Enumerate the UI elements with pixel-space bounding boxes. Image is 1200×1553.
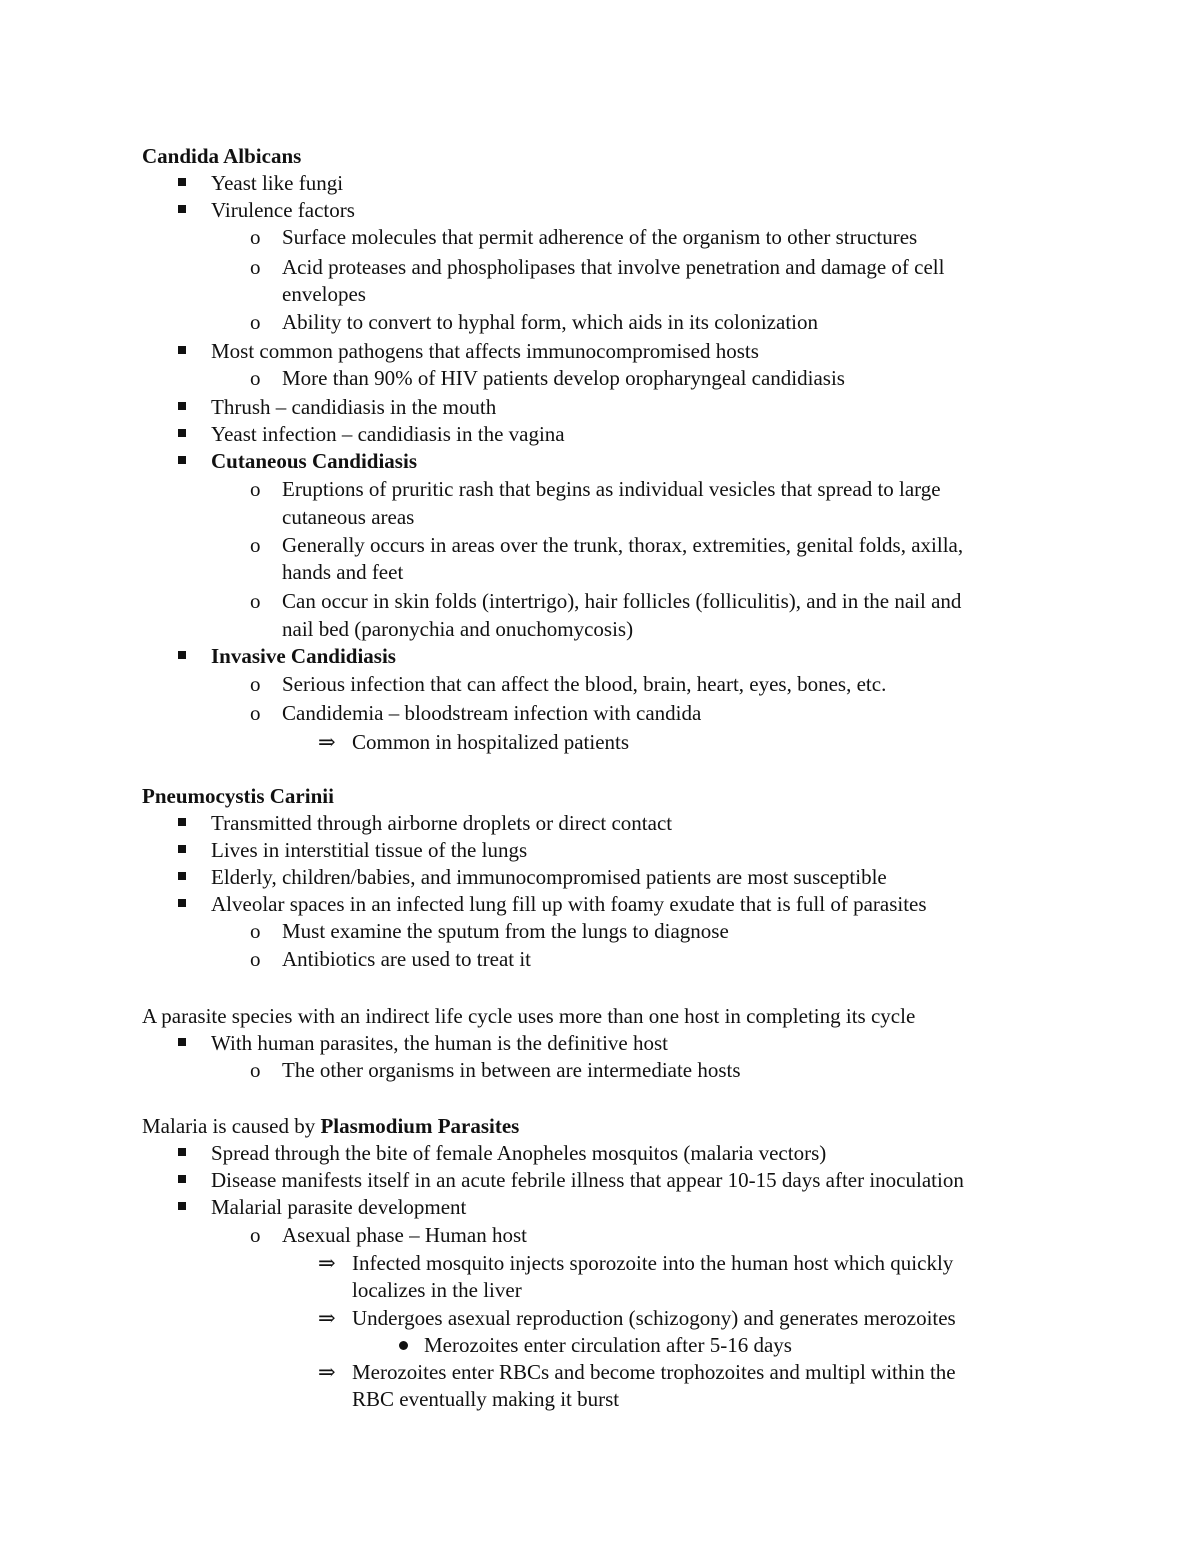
square-bullet-icon — [178, 456, 186, 464]
pneumocystis-heading: Pneumocystis Carinii — [142, 784, 334, 808]
square-bullet-icon — [178, 205, 186, 213]
malaria-intro-text: Malaria is caused by — [142, 1114, 321, 1138]
list-item-continuation: nail bed (paronychia and onuchomycosis) — [282, 617, 634, 641]
circle-bullet-icon: o — [250, 589, 261, 613]
list-item: Yeast infection – candidiasis in the vagina — [211, 422, 565, 446]
square-bullet-icon — [178, 402, 186, 410]
arrow-bullet-icon: ⇒ — [318, 1251, 336, 1275]
list-item: Lives in interstitial tissue of the lungs — [211, 838, 528, 862]
square-bullet-icon — [178, 1175, 186, 1183]
malaria-intro — [142, 1113, 519, 1140]
circle-bullet-icon: o — [250, 310, 261, 334]
list-item: Virulence factors — [211, 198, 355, 222]
list-item: Undergoes asexual reproduction (schizogony) and generates merozoites — [352, 1306, 956, 1330]
square-bullet-icon — [178, 872, 186, 880]
square-bullet-icon — [178, 651, 186, 659]
list-item-continuation: localizes in the liver — [352, 1278, 522, 1302]
square-bullet-icon — [178, 1038, 186, 1046]
list-item: Surface molecules that permit adherence of the organism to other structures — [282, 225, 918, 249]
list-item: Merozoites enter circulation after 5-16 days — [424, 1333, 792, 1357]
square-bullet-icon — [178, 818, 186, 826]
list-item: Most common pathogens that affects immunocompromised hosts — [211, 339, 759, 363]
list-item: Invasive Candidiasis — [211, 644, 396, 668]
list-item-continuation: cutaneous areas — [282, 505, 415, 529]
list-item: More than 90% of HIV patients develop oropharyngeal candidiasis — [282, 366, 845, 390]
list-item: Disease manifests itself in an acute febrile illness that appear 10-15 days after inoculation — [211, 1168, 964, 1192]
circle-bullet-icon: o — [250, 1058, 261, 1082]
circle-bullet-icon: o — [250, 701, 261, 725]
round-bullet-icon — [399, 1341, 408, 1350]
life-cycle-intro: A parasite species with an indirect life cycle uses more than one host in completing its cycle — [142, 1004, 916, 1028]
list-item: Common in hospitalized patients — [352, 730, 630, 754]
list-item: Acid proteases and phospholipases that involve penetration and damage of cell — [282, 255, 945, 279]
square-bullet-icon — [178, 899, 186, 907]
circle-bullet-icon: o — [250, 225, 261, 249]
list-item: Merozoites enter RBCs and become trophozoites and multipl within the — [352, 1360, 956, 1384]
list-item: Malarial parasite development — [211, 1195, 467, 1219]
list-item: Must examine the sputum from the lungs to diagnose — [282, 919, 729, 943]
list-item: Candidemia – bloodstream infection with candida — [282, 701, 702, 725]
square-bullet-icon — [178, 1202, 186, 1210]
arrow-bullet-icon: ⇒ — [318, 1360, 336, 1384]
circle-bullet-icon: o — [250, 919, 261, 943]
list-item: Ability to convert to hyphal form, which aids in its colonization — [282, 310, 818, 334]
malaria-intro-bold: Plasmodium Parasites — [320, 1114, 520, 1138]
list-item-continuation: envelopes — [282, 282, 366, 306]
arrow-bullet-icon: ⇒ — [318, 730, 336, 754]
list-item: Infected mosquito injects sporozoite into the human host which quickly — [352, 1251, 954, 1275]
list-item: Transmitted through airborne droplets or direct contact — [211, 811, 673, 835]
circle-bullet-icon: o — [250, 255, 261, 279]
list-item: Eruptions of pruritic rash that begins as individual vesicles that spread to large — [282, 477, 941, 501]
list-item: With human parasites, the human is the definitive host — [211, 1031, 668, 1055]
list-item: The other organisms in between are intermediate hosts — [282, 1058, 741, 1082]
list-item: Alveolar spaces in an infected lung fill up with foamy exudate that is full of parasites — [211, 892, 927, 916]
circle-bullet-icon: o — [250, 1223, 261, 1247]
list-item: Generally occurs in areas over the trunk, thorax, extremities, genital folds, axilla, — [282, 533, 964, 557]
candida-heading: Candida Albicans — [142, 144, 302, 168]
circle-bullet-icon: o — [250, 366, 261, 390]
list-item-continuation: RBC eventually making it burst — [352, 1387, 620, 1411]
square-bullet-icon — [178, 178, 186, 186]
list-item: Spread through the bite of female Anopheles mosquitos (malaria vectors) — [211, 1141, 827, 1165]
square-bullet-icon — [178, 429, 186, 437]
list-item: Thrush – candidiasis in the mouth — [211, 395, 497, 419]
arrow-bullet-icon: ⇒ — [318, 1306, 336, 1330]
circle-bullet-icon: o — [250, 477, 261, 501]
list-item: Serious infection that can affect the blood, brain, heart, eyes, bones, etc. — [282, 672, 887, 696]
list-item: Yeast like fungi — [211, 171, 344, 195]
square-bullet-icon — [178, 845, 186, 853]
list-item-continuation: hands and feet — [282, 560, 404, 584]
list-item: Elderly, children/babies, and immunocompromised patients are most susceptible — [211, 865, 887, 889]
circle-bullet-icon: o — [250, 947, 261, 971]
circle-bullet-icon: o — [250, 533, 261, 557]
list-item: Can occur in skin folds (intertrigo), hair follicles (folliculitis), and in the nail and — [282, 589, 962, 613]
list-item: Cutaneous Candidiasis — [211, 449, 417, 473]
square-bullet-icon — [178, 346, 186, 354]
circle-bullet-icon: o — [250, 672, 261, 696]
square-bullet-icon — [178, 1148, 186, 1156]
list-item: Asexual phase – Human host — [282, 1223, 527, 1247]
list-item: Antibiotics are used to treat it — [282, 947, 532, 971]
